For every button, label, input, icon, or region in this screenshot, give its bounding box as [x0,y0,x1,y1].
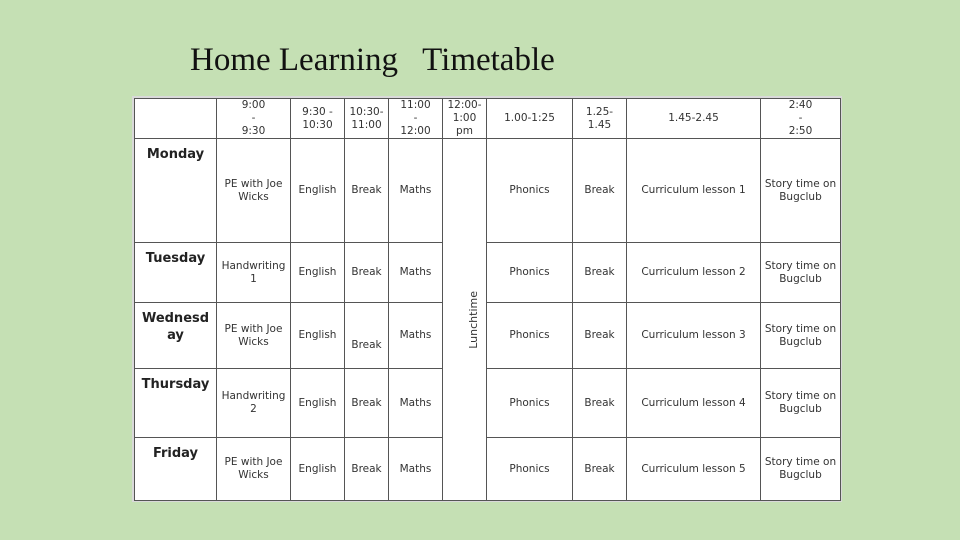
page-title: Home Learning Timetable [190,42,555,78]
day-label: Tuesday [135,243,217,303]
table-cell: English [291,139,345,243]
table-cell: Curriculum lesson 3 [627,303,761,369]
column-header: 10:30- 11:00 [345,99,389,139]
column-header: 12:00- 1:00 pm [443,99,487,139]
table-cell: Phonics [487,369,573,438]
table-cell: Maths [389,303,443,369]
corner-cell [135,99,217,139]
table-cell: PE with Joe Wicks [217,139,291,243]
table-cell: Story time on Bugclub [761,243,841,303]
timetable [134,98,841,501]
column-header: 2:40 - 2:50 [761,99,841,139]
table-cell: PE with Joe Wicks [217,438,291,501]
table-cell: English [291,369,345,438]
header-row [135,99,841,139]
table-cell: PE with Joe Wicks [217,303,291,369]
day-label: Monday [135,139,217,243]
day-label: Wednesd ay [135,303,217,369]
table-cell: Break [345,303,389,369]
table-cell: English [291,438,345,501]
table-row [135,369,841,438]
table-cell: Handwriting 1 [217,243,291,303]
table-row [135,438,841,501]
timetable-image [132,96,842,502]
table-cell: Phonics [487,243,573,303]
table-cell: Story time on Bugclub [761,139,841,243]
table-cell: Maths [389,139,443,243]
table-cell: Break [345,139,389,243]
table-cell: Break [573,438,627,501]
table-cell: Phonics [487,139,573,243]
day-label: Friday [135,438,217,501]
table-cell: Break [573,243,627,303]
table-cell: Story time on Bugclub [761,369,841,438]
column-header: 9:30 - 10:30 [291,99,345,139]
table-cell: Maths [389,243,443,303]
column-header: 9:00 - 9:30 [217,99,291,139]
table-cell: Phonics [487,303,573,369]
table-cell: Break [345,243,389,303]
table-cell: Break [573,303,627,369]
column-header: 11:00 - 12:00 [389,99,443,139]
table-row [135,243,841,303]
table-row [135,303,841,369]
table-cell: Curriculum lesson 2 [627,243,761,303]
table-cell: Curriculum lesson 5 [627,438,761,501]
table-cell: Story time on Bugclub [761,303,841,369]
table-cell: Break [345,369,389,438]
column-header: 1.45-2.45 [627,99,761,139]
table-cell: Curriculum lesson 4 [627,369,761,438]
table-cell: Story time on Bugclub [761,438,841,501]
table-cell: Maths [389,369,443,438]
table-cell: Handwriting 2 [217,369,291,438]
table-row [135,139,841,243]
table-cell: Break [573,369,627,438]
table-cell: Curriculum lesson 1 [627,139,761,243]
day-label: Thursday [135,369,217,438]
lunch-cell [443,139,487,501]
column-header: 1.25- 1.45 [573,99,627,139]
table-cell: English [291,243,345,303]
table-cell: English [291,303,345,369]
column-header: 1.00-1:25 [487,99,573,139]
lunch-label: Lunchtime [467,290,480,349]
table-cell: Maths [389,438,443,501]
table-cell: Break [345,438,389,501]
table-cell: Phonics [487,438,573,501]
table-cell: Break [573,139,627,243]
